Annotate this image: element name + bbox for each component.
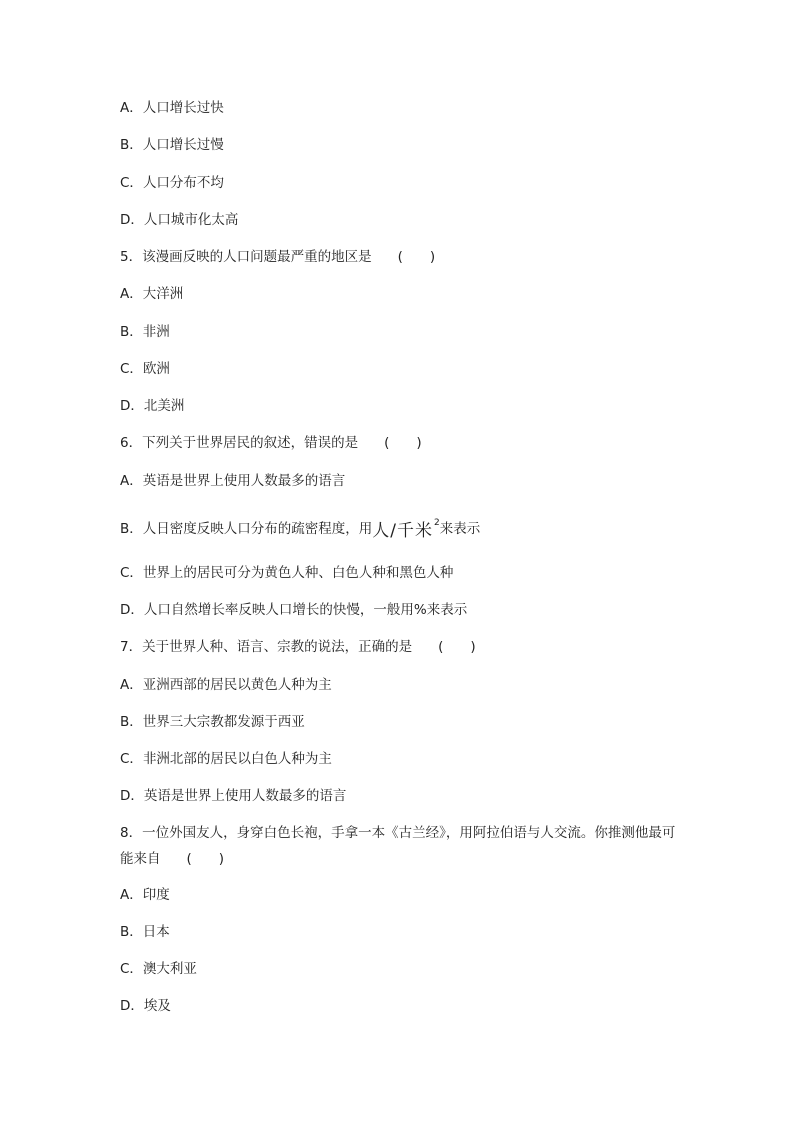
option-label: A． (120, 473, 143, 489)
q5-stem (120, 248, 435, 266)
option-label: D． (120, 212, 144, 228)
q5-option-a (120, 285, 183, 303)
option-text: 非洲北部的居民以白色人种为主 (142, 751, 332, 767)
option-label: B． (120, 137, 143, 153)
option-label: A． (120, 286, 143, 302)
option-label: C． (120, 961, 143, 977)
q8-option-c (120, 960, 197, 978)
question-stem: 7．关于世界人种、语言、宗教的说法，正确的是 (120, 639, 413, 655)
q7-option-b (120, 713, 305, 731)
q8-stem (120, 820, 680, 872)
question-stem: 6．下列关于世界居民的叙述，错误的是 (120, 435, 359, 451)
q7-stem (120, 638, 476, 656)
q6-stem (120, 434, 422, 452)
q8-option-b (120, 923, 170, 941)
option-label: A． (120, 887, 143, 903)
question-stem: 8．一位外国友人，身穿白色长袍，手拿一本《古兰经》，用阿拉伯语与人交流。你推测他最可能来自 (120, 825, 676, 867)
option-label: C． (120, 361, 143, 377)
q6-option-b (120, 514, 480, 540)
option-text: 人口自然增长率反映人口增长的快慢，一般用%来表示 (143, 602, 468, 618)
option-text: 日本 (142, 924, 170, 940)
option-text: 欧洲 (142, 361, 170, 377)
q6-option-c (120, 564, 453, 582)
option-label: D． (120, 998, 144, 1014)
q6-option-a (120, 472, 345, 490)
option-text: 大洋洲 (142, 286, 184, 302)
option-text: 人口增长过快 (142, 100, 224, 116)
option-text: 世界上的居民可分为黄色人种、白色人种和黑色人种 (142, 565, 454, 581)
option-text: 人日密度反映人口分布的疏密程度，用 (142, 521, 373, 537)
option-text: 人口城市化太高 (143, 212, 239, 228)
option-text: 英语是世界上使用人数最多的语言 (143, 788, 347, 804)
answer-blank: ( ) (186, 851, 225, 867)
option-text: 英语是世界上使用人数最多的语言 (142, 473, 346, 489)
option-text: 印度 (142, 887, 170, 903)
question-stem: 5．该漫画反映的人口问题最严重的地区是 (120, 249, 372, 265)
option-label: B． (120, 924, 143, 940)
option-text: 世界三大宗教都发源于西亚 (142, 714, 305, 730)
unit-superscript: 2 (434, 518, 440, 528)
q8-option-a (120, 886, 170, 904)
option-text: 人口增长过慢 (142, 137, 224, 153)
answer-blank: ( ) (438, 639, 476, 655)
q4-option-c (120, 174, 224, 192)
option-text: 埃及 (143, 998, 171, 1014)
option-label: B． (120, 324, 143, 340)
option-text: 亚洲西部的居民以黄色人种为主 (142, 677, 332, 693)
density-unit: 人/千米 (372, 521, 433, 541)
option-text: 北美洲 (143, 398, 185, 414)
q7-option-a (120, 676, 332, 694)
q5-option-d (120, 397, 184, 415)
option-label: C． (120, 751, 143, 767)
option-text: 澳大利亚 (142, 961, 197, 977)
option-text: 非洲 (142, 324, 170, 340)
q6-option-d (120, 601, 467, 619)
q4-option-d (120, 211, 238, 229)
q7-option-d (120, 787, 346, 805)
option-label: D． (120, 602, 144, 618)
option-label: C． (120, 565, 143, 581)
option-label: B． (120, 714, 143, 730)
option-text: 人口分布不均 (142, 175, 224, 191)
q5-option-b (120, 323, 170, 341)
answer-blank: ( ) (384, 435, 422, 451)
q4-option-b (120, 136, 224, 154)
option-label: A． (120, 677, 143, 693)
option-label: D． (120, 398, 144, 414)
option-label: B． (120, 521, 143, 537)
option-label: A． (120, 100, 143, 116)
option-label: C． (120, 175, 143, 191)
q4-option-a (120, 99, 224, 117)
answer-blank: ( ) (397, 249, 436, 265)
q8-option-d (120, 997, 171, 1015)
q7-option-c (120, 750, 332, 768)
q5-option-c (120, 360, 170, 378)
option-text-tail: 来表示 (439, 521, 481, 537)
option-label: D． (120, 788, 144, 804)
